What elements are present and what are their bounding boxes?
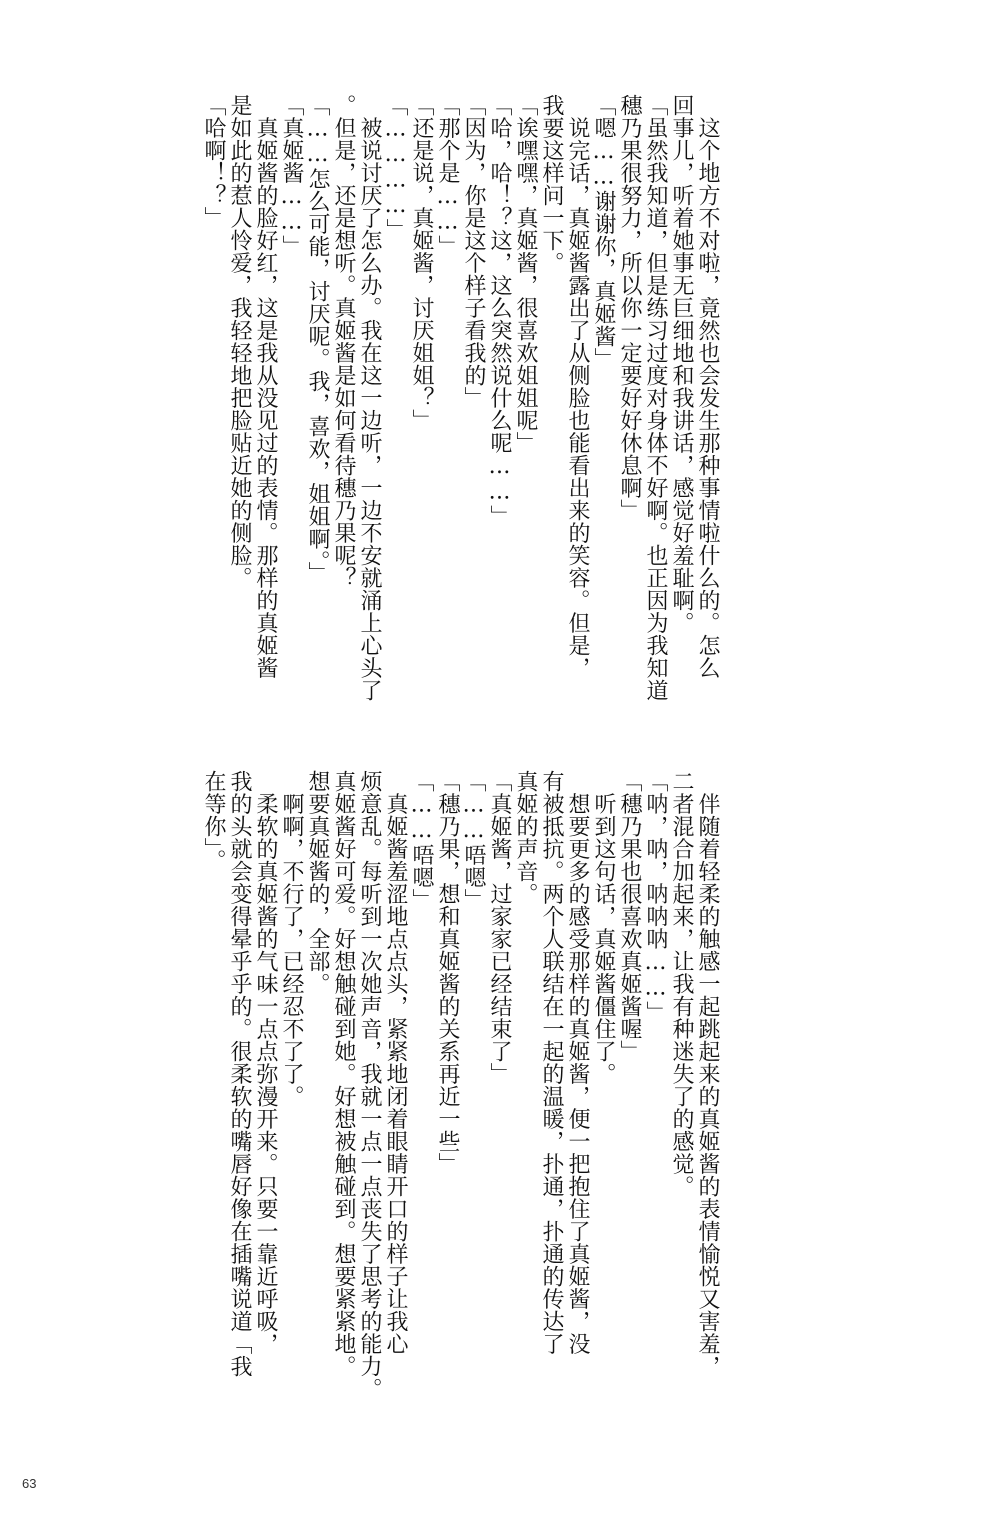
text-column: 「虽然我知道，但是练习过度对身体不好啊。也正因为我知道 [643,94,668,702]
text-column: 是如此的惹人怜爱，我轻轻地把脸贴近她的侧脸。 [227,94,252,589]
text-column: 想要更多的感受那样的真姬酱，便一把抱住了真姬酱，没 [565,770,590,1355]
text-column: 「…………」 [383,94,408,241]
text-column: 想要真姬酱的，全部。 [305,770,330,995]
text-column: 「穗乃果，想和真姬酱的关系再近一些」 [435,770,460,1175]
text-column: 「因为，你是这个样子看我的」 [461,94,486,409]
text-column: 真姬酱的脸好红，这是我从没见过的表情。那样的真姬酱 [253,94,278,679]
text-column: 被说讨厌了怎么办。我在这一边听，一边不安就涌上心头了 [357,94,382,702]
text-column: 「穗乃果也很喜欢真姬酱喔」 [617,770,642,1063]
text-column: 真姬的声音。 [513,770,538,905]
text-column: 真姬酱羞涩地点点头，紧紧地闭着眼睛开口的样子让我心 [383,770,408,1355]
text-column: 「哈啊！？」 [201,94,226,229]
text-column: 。但是，还是想听。真姬酱是如何看待穗乃果呢？ [331,94,356,589]
text-column: 「……唔嗯」 [409,770,434,911]
text-column: 说完话，真姬酱露出了从侧脸也能看出来的笑容。但是， [565,94,590,679]
text-column: 在等你」。 [201,770,226,872]
text-column: 穗乃果很努力，所以你一定要好好休息啊」 [617,94,642,522]
top-text-block [201,94,720,734]
text-column: 「呐，呐，呐呐呐……」 [643,770,668,1024]
text-column: 我的头就会变得晕乎乎的。很柔软的嘴唇好像在插嘴说道「我 [227,770,252,1378]
page-number: 63 [22,1476,37,1491]
text-column: 「哈，哈！？这，这么突然说什么呢……」 [487,94,512,528]
text-column: 「诶嘿嘿，真姬酱，很喜欢姐姐呢」 [513,94,538,454]
text-column: 柔软的真姬酱的气味一点点弥漫开来。只要一靠近呼吸， [253,770,278,1355]
text-column: 我要这样问一下。 [539,94,564,274]
text-column: 「嗯……谢谢你，真姬酱」 [591,94,616,370]
text-column: 真姬酱好可爱。好想触碰到她。好想被触碰到。想要紧紧地。 [331,770,356,1378]
bottom-text-block [201,770,720,1410]
text-column: 「真姬酱……」 [279,94,304,258]
text-column: 伴随着轻柔的触感一起跳起来的真姬酱的表情愉悦又害羞， [695,770,720,1378]
text-column: 回事儿，听着她事无巨细地和我讲话，感觉好羞耻啊。 [669,94,694,634]
text-column: 「那个是……」 [435,94,460,258]
text-column: 「真姬酱，过家家已经结束了」 [487,770,512,1085]
text-column: 「……唔嗯」 [461,770,486,911]
text-column: 「……怎么可能，讨厌呢。我，喜欢，姐姐啊。」 [305,94,330,584]
text-column: 烦意乱。每听到一次她声音，我就一点一点丧失了思考的能力。 [357,770,382,1400]
text-column: 这个地方不对啦，竟然也会发生那种事情啦什么的。怎么 [695,94,720,679]
text-column: 有被抵抗。两个人联结在一起的温暖，扑通，扑通的传达了 [539,770,564,1355]
text-column: 啊啊，不行了，已经忍不了了。 [279,770,304,1108]
text-column: 「还是说，真姬酱，讨厌姐姐？」 [409,94,434,432]
text-column: 二者混合加起来，让我有种迷失了的感觉。 [669,770,694,1198]
text-column: 听到这句话，真姬酱僵住了。 [591,770,616,1085]
